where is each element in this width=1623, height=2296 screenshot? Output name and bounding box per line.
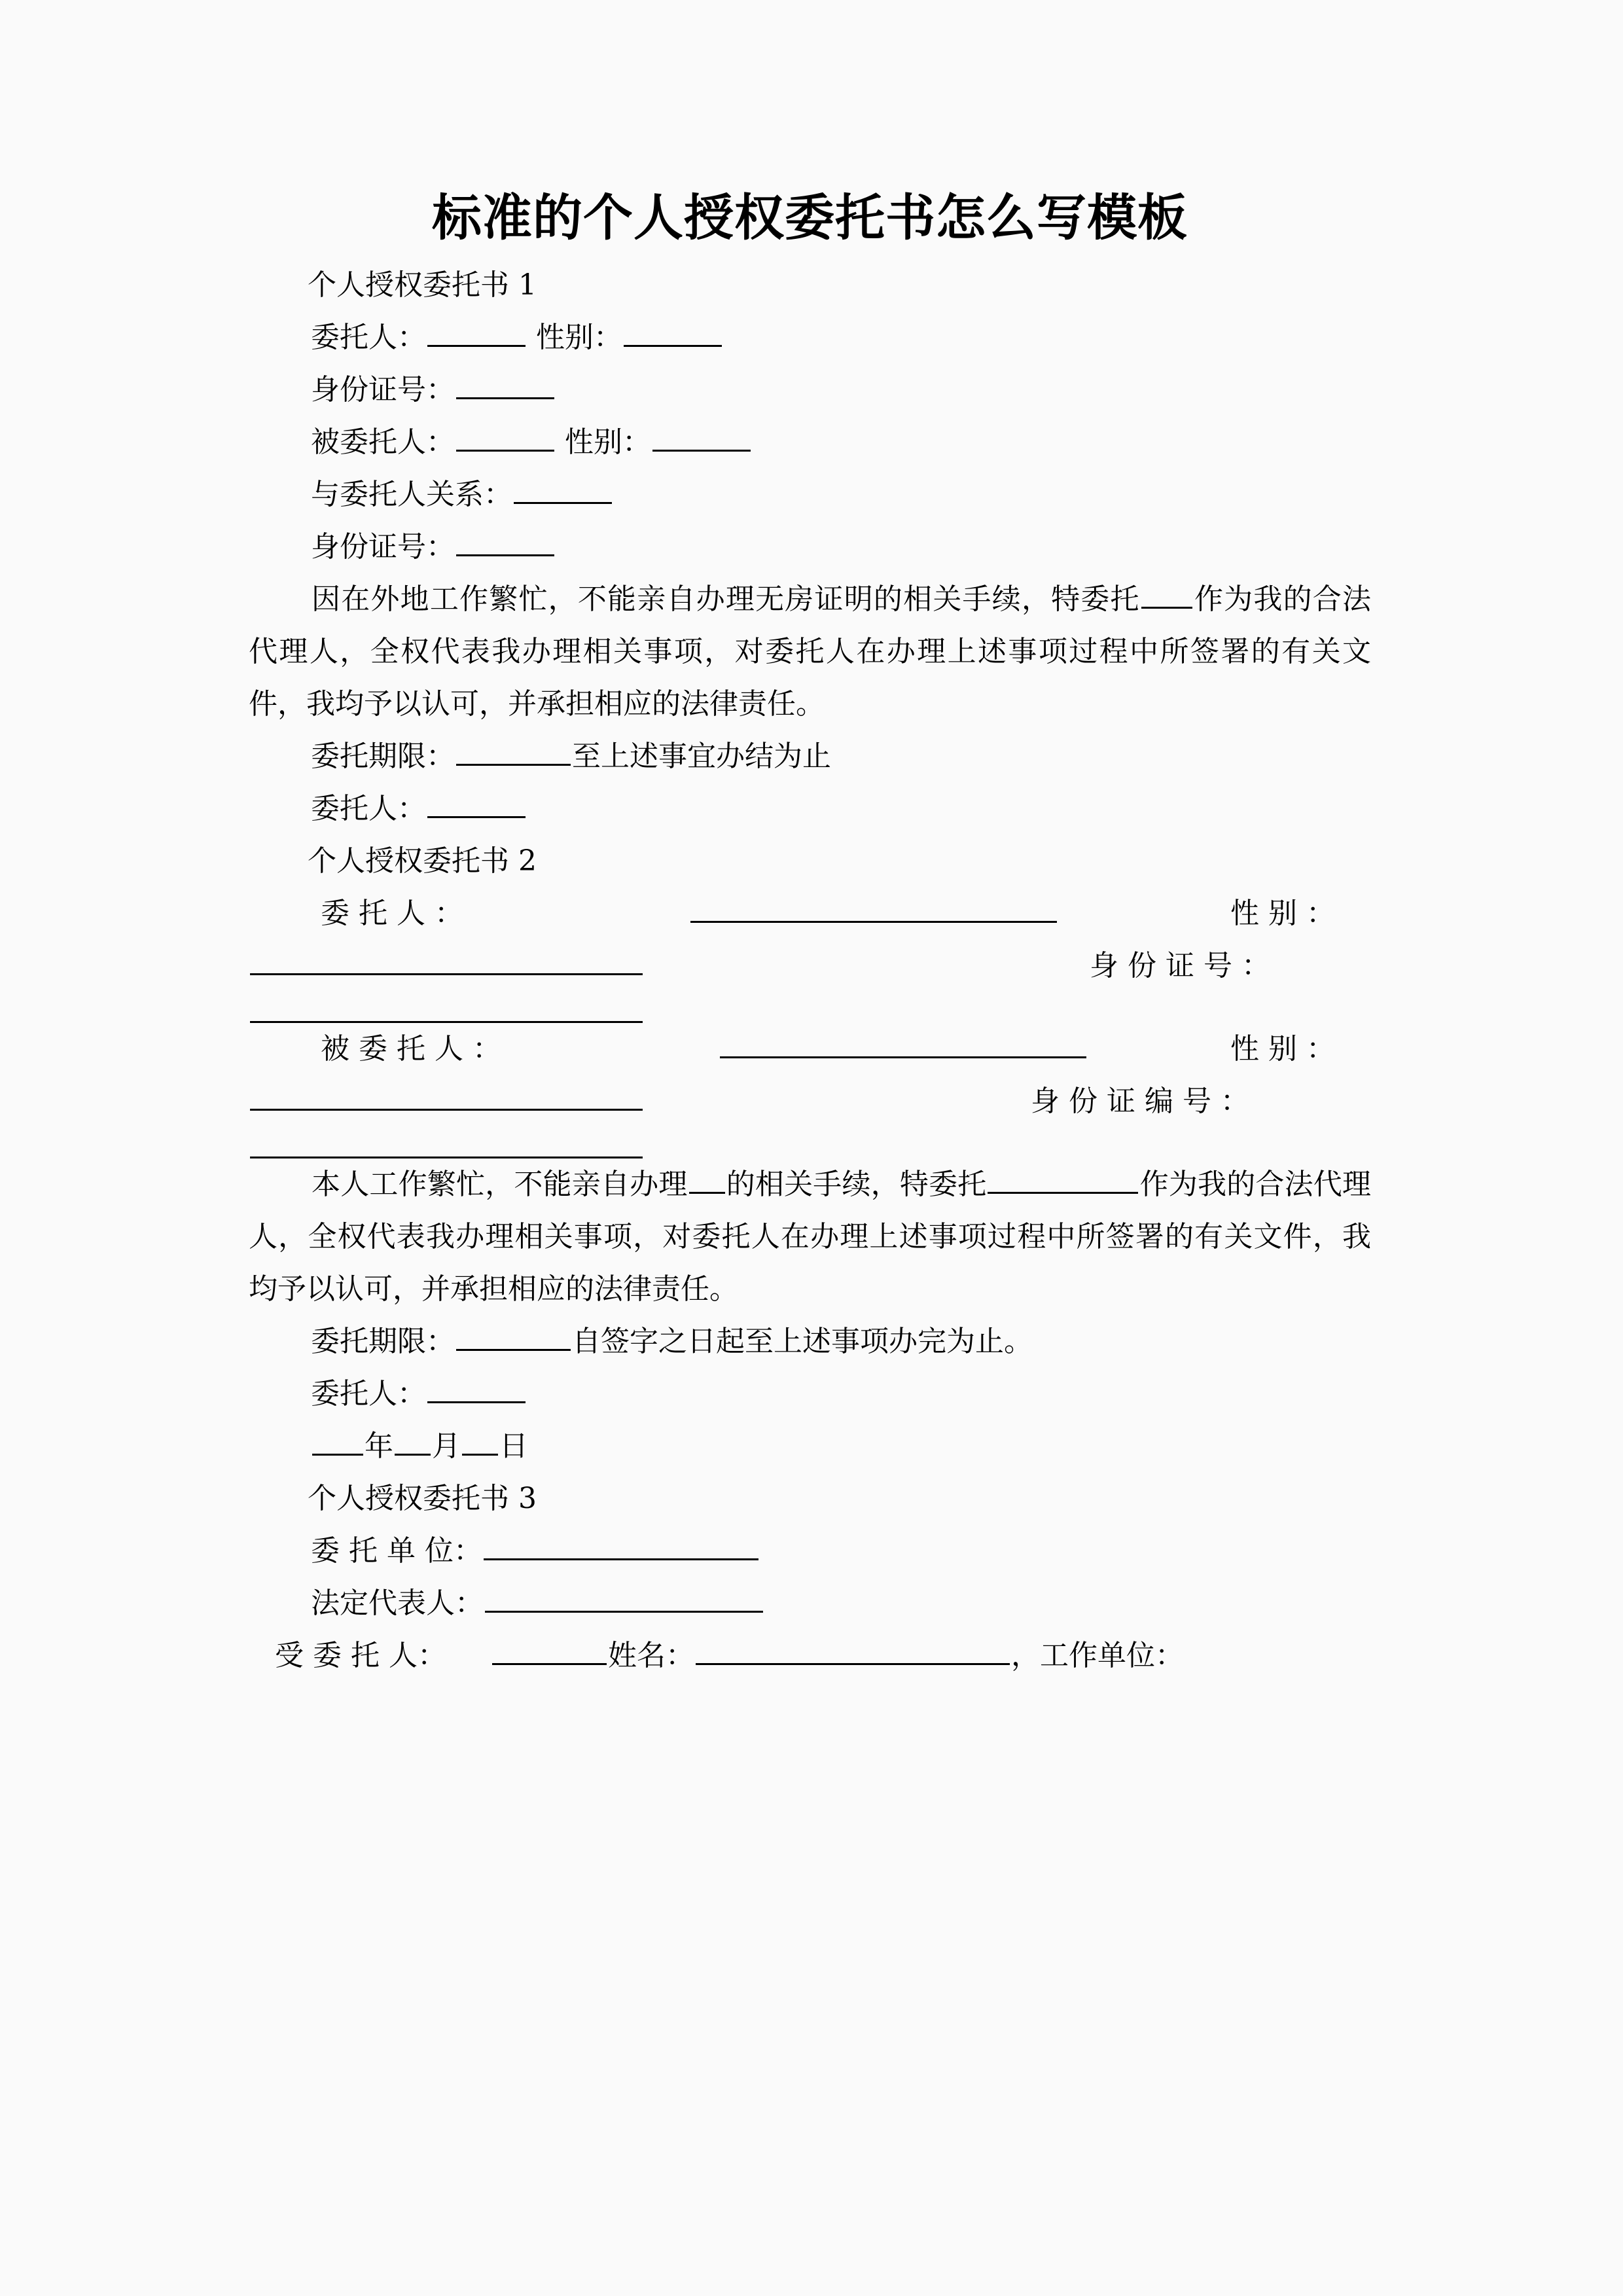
label-principal: 委托人： <box>311 320 426 354</box>
label-id-number: 身份证号： <box>311 372 455 406</box>
document-content <box>249 0 1371 1682</box>
paragraph-1-part-a: 因在外地工作繁忙，不能亲自办理无房证明的相关手续，特委托 <box>312 582 1140 616</box>
label-principal-2: 委 托 人 ： <box>321 896 463 930</box>
section-1-heading <box>249 259 1371 312</box>
label-work-unit: ，工作单位： <box>1011 1638 1184 1672</box>
label-relationship: 与委托人关系： <box>311 477 512 511</box>
label-id-number-2: 身 份 证 号 ： <box>1090 948 1270 982</box>
field-row-relationship <box>249 469 1371 521</box>
blank-date-year[interactable] <box>312 1425 363 1456</box>
blank-inline-matter-2[interactable] <box>689 1163 725 1194</box>
label-agent-id-number: 身份证号： <box>311 529 455 564</box>
label-signature-principal: 委托人： <box>311 791 426 825</box>
section-1-body-paragraph <box>249 573 1371 730</box>
label-term: 委托期限： <box>311 739 455 773</box>
label-legal-representative: 法定代表人： <box>311 1586 484 1620</box>
field-row-agent-id <box>249 521 1371 573</box>
blank-agent-gender[interactable] <box>652 421 751 452</box>
blank-principal-gender[interactable] <box>624 316 722 347</box>
field-row-signature-2 <box>249 1368 1371 1420</box>
section-3-heading-text: 个人授权委托书 3 <box>308 1481 537 1515</box>
section-3-heading <box>249 1473 1371 1525</box>
label-year: 年 <box>365 1429 393 1463</box>
blank-signature-2[interactable] <box>427 1372 526 1403</box>
section-2-body-paragraph <box>249 1158 1371 1316</box>
blank-principal-id-2[interactable] <box>250 992 643 1023</box>
blank-relationship[interactable] <box>514 473 612 504</box>
field-row-entrusted-person <box>249 1630 1371 1682</box>
blank-term-1[interactable] <box>456 735 571 766</box>
section-2-heading-text: 个人授权委托书 2 <box>308 844 537 878</box>
field-row-agent-id-2-continuation <box>249 1128 1371 1158</box>
field-row-term-2 <box>249 1316 1371 1368</box>
blank-agent-name[interactable] <box>456 421 554 452</box>
blank-principal-name-2[interactable] <box>690 892 1057 923</box>
label-entrusted-name: 姓名： <box>608 1638 694 1672</box>
label-entrusted-person: 受 委 托 人： <box>275 1638 446 1672</box>
blank-principal-gender-2[interactable] <box>250 944 643 975</box>
label-term-suffix-2: 自签字之日起至上述事项办完为止。 <box>572 1324 1033 1358</box>
field-row-principal-1 <box>249 312 1371 364</box>
field-row-date-2 <box>249 1420 1371 1473</box>
blank-principal-name[interactable] <box>427 316 526 347</box>
label-agent-gender-2: 性 别 ： <box>1230 1031 1335 1066</box>
label-gender-2: 性 别 ： <box>1230 896 1335 930</box>
field-row-agent-id-2 <box>249 1075 1371 1128</box>
blank-signature-1[interactable] <box>427 787 526 818</box>
field-row-principal-2 <box>249 888 1371 940</box>
field-row-principal-id <box>249 364 1371 416</box>
label-agent: 被委托人： <box>311 425 455 459</box>
paragraph-2-part-b: 的相关手续，特委托 <box>726 1167 987 1201</box>
label-agent-2: 被 委 托 人 ： <box>321 1031 501 1066</box>
field-row-id-2-continuation <box>249 992 1371 1023</box>
label-agent-id-number-2: 身 份 证 编 号 ： <box>1031 1084 1249 1118</box>
label-month: 月 <box>432 1429 461 1463</box>
label-signature-principal-2: 委托人： <box>311 1376 426 1410</box>
blank-legal-representative[interactable] <box>485 1582 763 1613</box>
field-row-id-2 <box>249 940 1371 992</box>
label-agent-gender: 性别： <box>565 425 651 459</box>
field-row-agent-1 <box>249 416 1371 469</box>
blank-entrusting-unit[interactable] <box>484 1530 758 1560</box>
page-title: 标准的个人授权委托书怎么写模板 <box>432 188 1188 247</box>
label-term-2: 委托期限： <box>311 1324 455 1358</box>
blank-entrusted-person[interactable] <box>492 1634 607 1665</box>
blank-agent-name-2[interactable] <box>720 1028 1086 1058</box>
label-entrusting-unit: 委 托 单 位： <box>311 1534 482 1568</box>
blank-inline-entrust-2[interactable] <box>988 1163 1138 1194</box>
section-2-heading <box>249 835 1371 888</box>
blank-term-2[interactable] <box>456 1320 571 1351</box>
field-row-legal-representative <box>249 1577 1371 1630</box>
paragraph-2-part-a: 本人工作繁忙，不能亲自办理 <box>312 1167 688 1201</box>
blank-principal-id[interactable] <box>456 368 554 399</box>
label-day: 日 <box>499 1429 528 1463</box>
paragraph-2-part-c: 作为我的合法代理人，全权代表我办理相关事项，对委托人在办理上述事项过程中所签署的有关文件，我均予以认可，并承担相应的法律责任。 <box>249 1167 1372 1306</box>
label-gender: 性别： <box>536 320 622 354</box>
blank-agent-id-2[interactable] <box>250 1128 643 1158</box>
section-1-heading-text: 个人授权委托书 1 <box>308 268 537 302</box>
blank-date-month[interactable] <box>395 1425 431 1456</box>
blank-entrusted-name[interactable] <box>696 1634 1010 1665</box>
field-row-term-1 <box>249 730 1371 783</box>
blank-date-day[interactable] <box>462 1425 498 1456</box>
field-row-signature-1 <box>249 783 1371 835</box>
label-term-suffix: 至上述事宜办结为止 <box>572 739 831 773</box>
blank-agent-gender-2[interactable] <box>250 1080 643 1111</box>
field-row-agent-2 <box>249 1023 1371 1075</box>
blank-agent-id[interactable] <box>456 526 554 556</box>
paragraph-1-part-b: 作为我的合法代理人，全权代表我办理相关事项，对委托人在办理上述事项过程中所签署的有关文件，我均予以认可，并承担相应的法律责任。 <box>249 582 1372 721</box>
blank-inline-entrust-1[interactable] <box>1141 578 1192 609</box>
field-row-entrusting-unit <box>249 1525 1371 1577</box>
